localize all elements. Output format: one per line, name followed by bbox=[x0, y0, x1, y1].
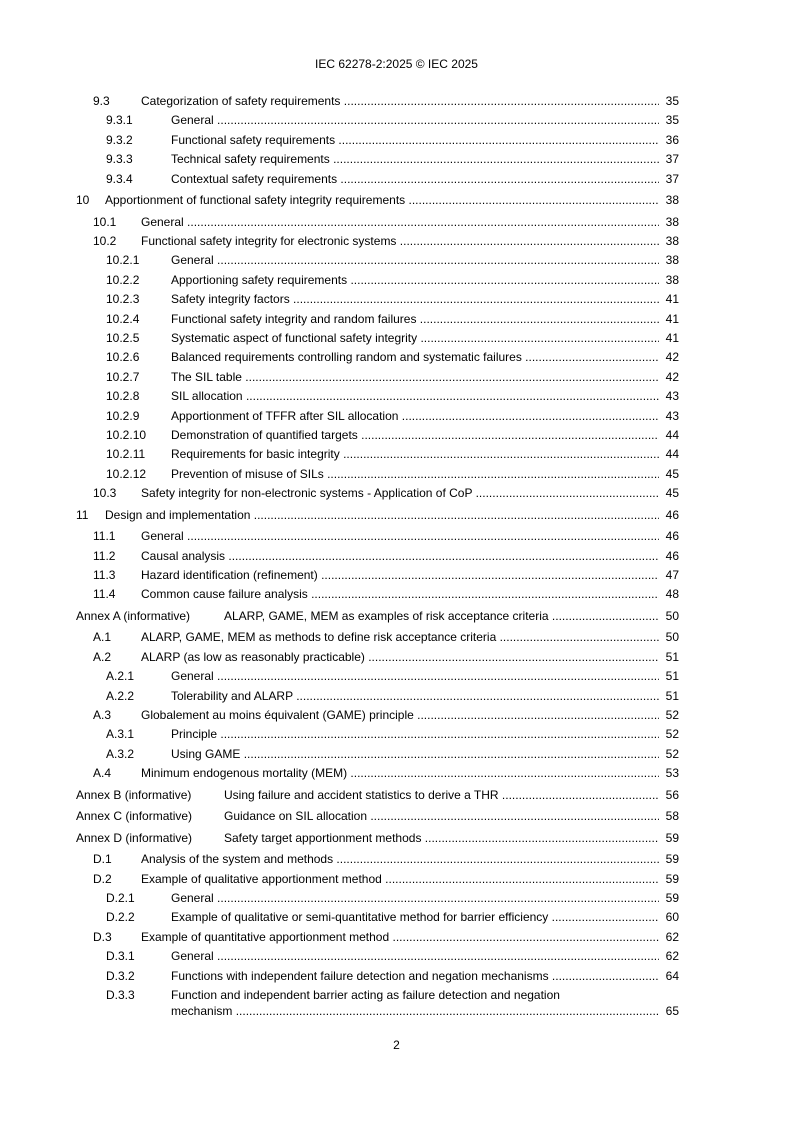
toc-entry-page: 41 bbox=[665, 311, 679, 326]
toc-entry-title: General ..... bbox=[171, 112, 659, 128]
toc-entry-title: Functional safety requirements ..... bbox=[171, 132, 659, 148]
toc-entry-number: 11 bbox=[76, 507, 89, 522]
toc-entry[interactable] bbox=[0, 349, 793, 365]
toc-entry-title: General ..... bbox=[141, 528, 659, 544]
toc-entry-page: 35 bbox=[665, 113, 679, 128]
toc-entry-number: 11.4 bbox=[93, 587, 116, 602]
toc-entry-number: 10.2.7 bbox=[106, 369, 140, 384]
toc-entry-page: 50 bbox=[665, 630, 679, 645]
toc-entry-number: A.3 bbox=[93, 708, 112, 722]
toc-entry-number: D.3.3 bbox=[106, 988, 135, 1002]
toc-entry[interactable] bbox=[0, 151, 793, 167]
toc-entry-page: 51 bbox=[665, 669, 679, 684]
toc-entry[interactable] bbox=[0, 746, 793, 762]
toc-entry-number: D.3.2 bbox=[106, 968, 135, 983]
toc-entry-page: 43 bbox=[665, 408, 679, 423]
toc-entry-title: Analysis of the system and methods ..... bbox=[141, 851, 659, 867]
toc-entry-page: 52 bbox=[665, 727, 679, 742]
toc-entry-page: 45 bbox=[665, 466, 679, 481]
toc-entry-page: 62 bbox=[665, 949, 679, 964]
toc-entry-title: Design and implementation ..... bbox=[105, 507, 659, 523]
toc-entry[interactable] bbox=[0, 272, 793, 288]
toc-entry-title: Categorization of safety requirements ..... bbox=[141, 93, 659, 109]
toc-entry[interactable] bbox=[0, 726, 793, 742]
toc-entry-page: 59 bbox=[665, 891, 679, 905]
toc-entry-continuation[interactable] bbox=[0, 1003, 793, 1019]
toc-entry-page: 42 bbox=[665, 369, 679, 384]
toc-entry[interactable] bbox=[0, 192, 793, 208]
toc-entry-title: Safety integrity for non-electronic systems - Application of CoP ..... bbox=[141, 485, 659, 501]
toc-entry[interactable] bbox=[0, 909, 793, 925]
toc-entry[interactable] bbox=[0, 214, 793, 230]
toc-entry-page: 65 bbox=[665, 1004, 679, 1018]
toc-entry-number: Annex C (informative) bbox=[76, 809, 193, 824]
toc-entry-title: The SIL table ..... bbox=[171, 369, 659, 385]
toc-entry-title: ALARP (as low as reasonably practicable) ..... bbox=[141, 649, 659, 665]
toc-entry[interactable] bbox=[0, 548, 793, 564]
toc-entry-page: 46 bbox=[665, 548, 679, 563]
toc-entry-title: Using failure and accident statistics to derive a THR ..... bbox=[224, 787, 659, 803]
toc-entry-title: Functions with independent failure detection and negation mechanisms ..... bbox=[171, 968, 659, 984]
toc-entry-title: Minimum endogenous mortality (MEM) ..... bbox=[141, 765, 659, 781]
toc-entry-page: 38 bbox=[665, 234, 679, 248]
toc-entry-title: Apportioning safety requirements ..... bbox=[171, 272, 659, 288]
toc-entry-title: Technical safety requirements ..... bbox=[171, 151, 659, 167]
toc-entry-number: 10.2.6 bbox=[106, 350, 140, 365]
toc-entry-number: 10.2.11 bbox=[106, 447, 146, 462]
toc-entry-title: Contextual safety requirements ..... bbox=[171, 171, 659, 187]
toc-entry-page: 38 bbox=[665, 272, 679, 287]
toc-entry-number: D.2.2 bbox=[106, 910, 135, 925]
toc-entry-number: 10.2.10 bbox=[106, 428, 147, 442]
toc-entry[interactable] bbox=[0, 586, 793, 602]
toc-entry-page: 59 bbox=[665, 830, 679, 845]
toc-entry-page: 56 bbox=[665, 787, 679, 802]
toc-entry-page: 38 bbox=[665, 253, 679, 268]
toc-entry-number: A.2.1 bbox=[106, 669, 135, 684]
toc-entry-page: 35 bbox=[665, 94, 679, 108]
toc-entry-number: D.2 bbox=[93, 871, 112, 886]
toc-entry[interactable] bbox=[0, 948, 793, 964]
toc-entry-title: Requirements for basic integrity ..... bbox=[171, 446, 659, 462]
toc-entry-page: 59 bbox=[665, 852, 679, 867]
toc-entry-page: 38 bbox=[665, 214, 679, 229]
toc-entry[interactable] bbox=[0, 485, 793, 501]
toc-entry[interactable] bbox=[0, 929, 793, 945]
toc-entry-title: Functional safety integrity and random failures ..... bbox=[171, 311, 659, 327]
toc-entry-title-continued: mechanism ..... bbox=[171, 1003, 659, 1019]
toc-entry-page: 45 bbox=[665, 486, 679, 501]
toc-entry-title: Using GAME ..... bbox=[171, 746, 659, 762]
toc-entry-page: 43 bbox=[665, 389, 679, 404]
toc-entry[interactable] bbox=[0, 233, 793, 249]
toc-entry-title: ALARP, GAME, MEM as examples of risk acceptance criteria ..... bbox=[224, 608, 659, 624]
toc-entry-page: 37 bbox=[665, 152, 679, 167]
toc-entry-page: 41 bbox=[665, 331, 679, 345]
toc-entry[interactable] bbox=[0, 388, 793, 404]
toc-entry-page: 46 bbox=[665, 507, 679, 522]
toc-entry-page: 41 bbox=[665, 292, 679, 307]
toc-entry-number: 10.2.1 bbox=[106, 253, 140, 268]
toc-entry-number: 9.3.1 bbox=[106, 113, 133, 128]
toc-entry-number: A.2.2 bbox=[106, 688, 135, 703]
toc-entry[interactable] bbox=[0, 369, 793, 385]
toc-entry-page: 37 bbox=[665, 171, 679, 186]
toc-entry[interactable] bbox=[0, 112, 793, 128]
toc-entry-title: Safety target apportionment methods ..... bbox=[224, 830, 659, 846]
toc-entry-title: Safety integrity factors ..... bbox=[171, 291, 659, 307]
toc-entry-page: 51 bbox=[665, 688, 679, 703]
toc-entry[interactable] bbox=[0, 765, 793, 781]
toc-entry-title: Example of qualitative or semi-quantitative method for barrier efficiency ..... bbox=[171, 909, 659, 925]
toc-entry-number: 10.2.5 bbox=[106, 331, 140, 345]
toc-entry-page: 36 bbox=[665, 132, 679, 147]
toc-entry-title: General ..... bbox=[171, 890, 659, 906]
toc-entry-page: 52 bbox=[665, 746, 679, 761]
toc-entry-title: Prevention of misuse of SILs ..... bbox=[171, 466, 659, 482]
toc-entry-title: SIL allocation ..... bbox=[171, 388, 659, 404]
toc-entry-number: 10.2.3 bbox=[106, 292, 140, 307]
toc-entry-page: 60 bbox=[665, 910, 679, 925]
toc-entry[interactable] bbox=[0, 830, 793, 846]
toc-entry-number: A.2 bbox=[93, 649, 112, 664]
toc-entry-number: 10.2.2 bbox=[106, 272, 140, 287]
toc-entry-title: Systematic aspect of functional safety integrity ..... bbox=[171, 330, 659, 346]
toc-entry-number: A.3.1 bbox=[106, 727, 135, 742]
toc-entry-number: 9.3.2 bbox=[106, 132, 133, 147]
toc-entry[interactable] bbox=[0, 987, 793, 1003]
toc-entry[interactable] bbox=[0, 707, 793, 723]
toc-entry-number: D.3.1 bbox=[106, 949, 135, 964]
toc-entry-page: 58 bbox=[665, 809, 679, 824]
toc-entry[interactable] bbox=[0, 132, 793, 148]
toc-entry-number: 10.2 bbox=[93, 234, 117, 248]
toc-entry-number: 10.2.8 bbox=[106, 389, 140, 404]
toc-entry-title: Hazard identification (refinement) ..... bbox=[141, 567, 659, 583]
toc-entry[interactable] bbox=[0, 567, 793, 583]
toc-entry-title: Example of quantitative apportionment method ..... bbox=[141, 929, 659, 945]
toc-entry[interactable] bbox=[0, 851, 793, 867]
toc-entry[interactable] bbox=[0, 688, 793, 704]
toc-entry-page: 42 bbox=[665, 350, 679, 365]
toc-entry-title: ALARP, GAME, MEM as methods to define risk acceptance criteria ..... bbox=[141, 629, 659, 645]
toc-entry-number: 10.2.9 bbox=[106, 408, 140, 423]
toc-entry[interactable] bbox=[0, 968, 793, 984]
toc-entry-title: General ..... bbox=[141, 214, 659, 230]
toc-entry[interactable] bbox=[0, 171, 793, 187]
toc-entry-page: 44 bbox=[665, 428, 679, 442]
toc-entry-page: 46 bbox=[665, 529, 679, 544]
toc-entry-number: 10.3 bbox=[93, 486, 117, 501]
toc-entry[interactable] bbox=[0, 668, 793, 684]
toc-entry-number: 9.3.3 bbox=[106, 152, 133, 167]
toc-entry-number: A.1 bbox=[93, 630, 112, 645]
toc-entry-page: 64 bbox=[665, 968, 679, 983]
toc-entry-page: 48 bbox=[665, 587, 679, 602]
toc-entry-number: 11.2 bbox=[93, 548, 116, 563]
toc-entry-title: Principle ..... bbox=[171, 726, 659, 742]
toc-entry[interactable] bbox=[0, 311, 793, 327]
toc-entry-number: 9.3 bbox=[93, 94, 110, 108]
toc-entry[interactable] bbox=[0, 649, 793, 665]
toc-entry[interactable] bbox=[0, 408, 793, 424]
toc-entry-title: General ..... bbox=[171, 252, 659, 268]
toc-entry-title: Example of qualitative apportionment method ..... bbox=[141, 871, 659, 887]
toc-entry[interactable] bbox=[0, 608, 793, 624]
toc-entry[interactable] bbox=[0, 291, 793, 307]
toc-entry-number: Annex B (informative) bbox=[76, 787, 192, 802]
toc-entry-title: Common cause failure analysis ..... bbox=[141, 586, 659, 602]
toc-entry[interactable] bbox=[0, 507, 793, 523]
toc-entry-page: 52 bbox=[665, 708, 679, 722]
toc-entry[interactable] bbox=[0, 252, 793, 268]
page-number: 2 bbox=[393, 1038, 400, 1052]
toc-entry-title: General ..... bbox=[171, 948, 659, 964]
toc-entry-title: Globalement au moins équivalent (GAME) principle ..... bbox=[141, 707, 659, 723]
toc-entry-title: Functional safety integrity for electronic systems ..... bbox=[141, 233, 659, 249]
toc-entry-title: Function and independent barrier acting as failure detection and negation bbox=[171, 988, 560, 1002]
toc-entry-number: 11.3 bbox=[93, 568, 116, 582]
toc-entry-number: 10.2.12 bbox=[106, 466, 147, 481]
toc-entry[interactable] bbox=[0, 787, 793, 803]
toc-entry-page: 62 bbox=[665, 929, 679, 944]
toc-entry-page: 50 bbox=[665, 608, 679, 623]
toc-entry-page: 38 bbox=[665, 193, 679, 208]
toc-entry[interactable] bbox=[0, 871, 793, 887]
toc-entry-page: 44 bbox=[665, 447, 679, 462]
toc-entry[interactable] bbox=[0, 93, 793, 109]
toc-entry-number: 11.1 bbox=[93, 529, 116, 544]
toc-entry[interactable] bbox=[0, 446, 793, 462]
toc-entry-number: D.2.1 bbox=[106, 891, 135, 905]
toc-entry-number: 10.2.4 bbox=[106, 311, 140, 326]
toc-entry-title: Tolerability and ALARP ..... bbox=[171, 688, 659, 704]
toc-entry-page: 47 bbox=[665, 568, 679, 582]
toc-entry-page: 53 bbox=[665, 766, 679, 781]
toc-entry-number: A.4 bbox=[93, 766, 112, 781]
toc-entry[interactable] bbox=[0, 330, 793, 346]
toc-entry[interactable] bbox=[0, 890, 793, 906]
toc-entry[interactable] bbox=[0, 528, 793, 544]
toc-entry-title: Causal analysis ..... bbox=[141, 548, 659, 564]
toc-entry-title: Apportionment of TFFR after SIL allocation ..... bbox=[171, 408, 659, 424]
toc-entry-page: 59 bbox=[665, 871, 679, 886]
toc-entry-number: 10 bbox=[76, 193, 90, 208]
page-header: IEC 62278-2:2025 © IEC 2025 bbox=[315, 57, 478, 71]
toc-entry-number: D.1 bbox=[93, 852, 112, 867]
toc-entry-title: Guidance on SIL allocation ..... bbox=[224, 808, 659, 824]
toc-entry-number: Annex A (informative) bbox=[76, 608, 191, 623]
toc-entry-title: Balanced requirements controlling random and systematic failures ..... bbox=[171, 349, 659, 365]
toc-entry[interactable] bbox=[0, 629, 793, 645]
toc-entry-number: 10.1 bbox=[93, 214, 117, 229]
toc-entry-number: A.3.2 bbox=[106, 746, 135, 761]
toc-entry[interactable] bbox=[0, 808, 793, 824]
toc-entry-number: 9.3.4 bbox=[106, 171, 133, 186]
toc-entry-title: Demonstration of quantified targets ..... bbox=[171, 427, 659, 443]
toc-entry[interactable] bbox=[0, 427, 793, 443]
toc-entry-title: Apportionment of functional safety integrity requirements ..... bbox=[105, 192, 659, 208]
toc-entry-number: Annex D (informative) bbox=[76, 830, 193, 845]
toc-entry-number: D.3 bbox=[93, 929, 112, 944]
toc-entry-title: General ..... bbox=[171, 668, 659, 684]
toc-entry[interactable] bbox=[0, 466, 793, 482]
toc-entry-page: 51 bbox=[665, 649, 679, 664]
